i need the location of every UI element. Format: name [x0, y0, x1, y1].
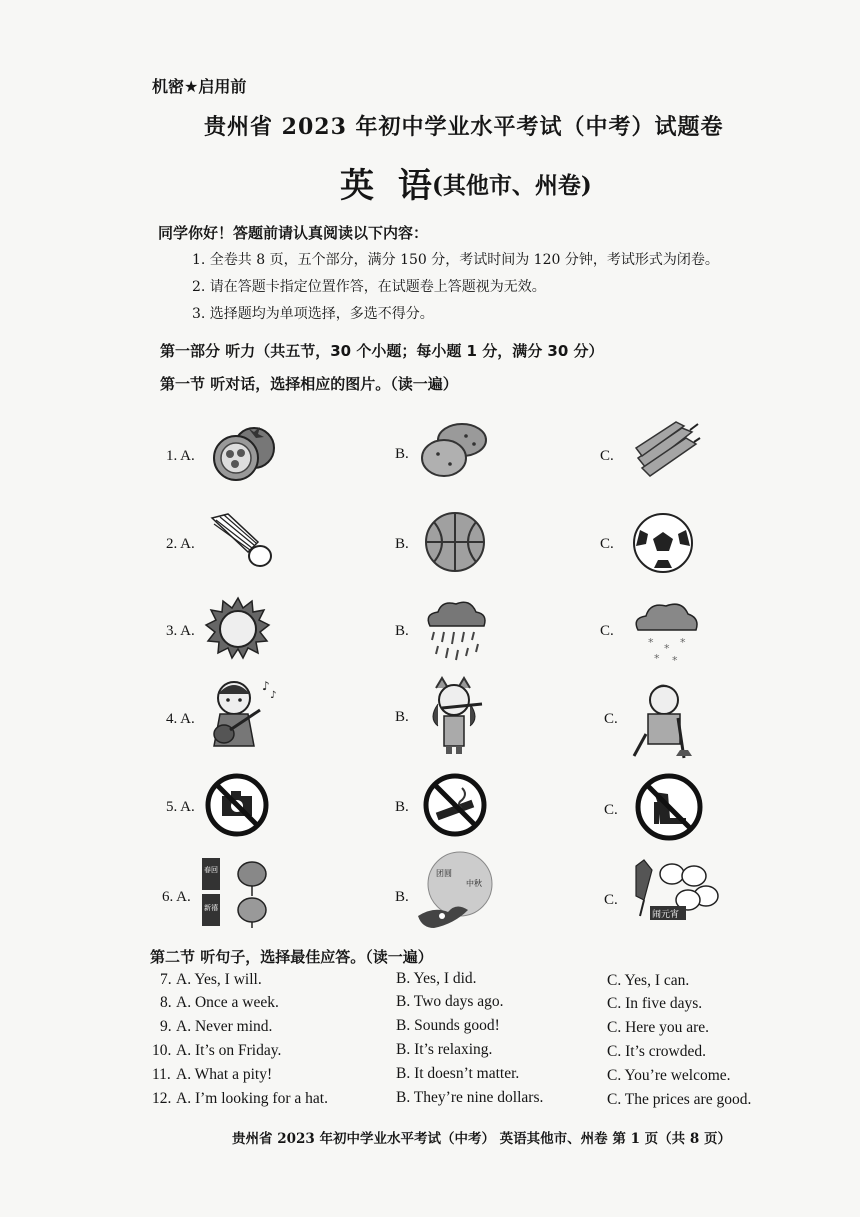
potato-icon: [418, 418, 490, 480]
mid-autumn-text-2: 中秋: [466, 879, 482, 888]
section1-heading: 第一节 听对话，选择相应的图片。（读一遍）: [160, 375, 458, 393]
page-footer: 贵州省 2023 年初中学业水平考试（中考） 英语其他市、州卷 第 1 页（共 8 页）: [232, 1131, 731, 1147]
q9-option-c: C. Here you are.: [607, 1019, 709, 1036]
q12-option-a: A. I’m looking for a hat.: [176, 1090, 328, 1107]
no-camera-icon: [204, 772, 270, 838]
q10-option-b: B. It’s relaxing.: [396, 1041, 493, 1058]
q11-number: 11.: [152, 1066, 171, 1083]
no-smoking-icon: [422, 772, 488, 838]
q7-option-b: B. Yes, I did.: [396, 970, 477, 987]
q5-label-a: 5. A.: [166, 799, 195, 815]
q8-option-b: B. Two days ago.: [396, 993, 504, 1010]
intro-greeting: 同学你好！答题前请认真阅读以下内容：: [158, 224, 429, 242]
q11-option-c: C. You’re welcome.: [607, 1067, 731, 1084]
q5-label-b: B.: [395, 799, 409, 815]
q2-label-a: 2. A.: [166, 536, 195, 552]
q6-label-c: C.: [604, 892, 618, 908]
no-high-heels-icon: [634, 772, 704, 842]
q9-option-a: A. Never mind.: [176, 1018, 273, 1035]
q9-number: 9.: [160, 1018, 172, 1035]
svg-text:*: *: [664, 642, 670, 655]
confidential-label: 机密★启用前: [152, 77, 247, 96]
q8-number: 8.: [160, 994, 172, 1011]
q1-label-a: 1. A.: [166, 448, 195, 464]
instruction-1: 1. 全卷共 8 页，五个部分，满分 150 分，考试时间为 120 分钟，考试形式为闭卷。: [192, 252, 719, 268]
q9-option-b: B. Sounds good!: [396, 1017, 500, 1034]
snow-cloud-icon: [630, 596, 702, 666]
q1-label-c: C.: [600, 448, 614, 464]
svg-text:*: *: [648, 636, 654, 649]
sun-icon: [204, 596, 272, 662]
basketball-icon: [424, 510, 486, 574]
q6-label-b: B.: [395, 889, 409, 905]
svg-text:*: *: [672, 654, 678, 666]
q6-label-a: 6. A.: [162, 889, 191, 905]
q7-option-a: A. Yes, I will.: [176, 971, 262, 988]
q12-option-b: B. They’re nine dollars.: [396, 1089, 544, 1106]
part1-heading: 第一部分 听力（共五节，30 个小题；每小题 1 分，满分 30 分）: [160, 342, 604, 360]
q8-option-a: A. Once a week.: [176, 994, 279, 1011]
q7-option-c: C. Yes, I can.: [607, 972, 690, 989]
q11-option-b: B. It doesn’t matter.: [396, 1065, 520, 1082]
shuttlecock-icon: [208, 512, 272, 572]
q5-label-c: C.: [604, 802, 618, 818]
lantern-text: 闹元宵: [652, 910, 680, 920]
subject-title: 英 语: [340, 166, 438, 206]
q7-number: 7.: [160, 971, 172, 988]
q8-option-c: C. In five days.: [607, 995, 703, 1012]
q4-label-a: 4. A.: [166, 711, 195, 727]
q2-label-b: B.: [395, 536, 409, 552]
q3-label-b: B.: [395, 623, 409, 639]
svg-text:*: *: [654, 652, 660, 665]
q10-option-c: C. It’s crowded.: [607, 1043, 707, 1060]
q12-option-c: C. The prices are good.: [607, 1091, 752, 1108]
svg-text:♪: ♪: [262, 679, 270, 693]
instruction-3: 3. 选择题均为单项选择，多选不得分。: [192, 306, 434, 322]
q4-label-b: B.: [395, 709, 409, 725]
subject-subtitle: (其他市、州卷): [432, 172, 592, 199]
couplet-text-1: 春回: [204, 866, 218, 874]
lantern-festival-icon: [630, 856, 722, 930]
q4-label-c: C.: [604, 711, 618, 727]
svg-text:♪: ♪: [270, 690, 277, 701]
exam-title: 贵州省 2023 年初中学业水平考试（中考）试题卷: [204, 114, 724, 140]
couplet-text-2: 新禧: [204, 904, 218, 912]
carrot-icon: [632, 418, 702, 480]
svg-text:*: *: [680, 636, 686, 649]
q3-label-c: C.: [600, 623, 614, 639]
mid-autumn-icon: [414, 850, 500, 934]
q2-label-c: C.: [600, 536, 614, 552]
q12-number: 12.: [152, 1090, 172, 1107]
rain-cloud-icon: [420, 596, 490, 666]
q10-option-a: A. It’s on Friday.: [176, 1042, 282, 1059]
soccer-ball-icon: [632, 512, 694, 574]
q3-label-a: 3. A.: [166, 623, 195, 639]
girl-guitar-icon: [204, 676, 280, 756]
q11-option-a: A. What a pity!: [176, 1066, 273, 1083]
tomato-icon: [208, 420, 280, 484]
q10-number: 10.: [152, 1042, 172, 1059]
q1-label-b: B.: [395, 446, 409, 462]
instruction-2: 2. 请在答题卡指定位置作答，在试题卷上答题视为无效。: [192, 279, 546, 295]
section2-heading: 第二节 听句子，选择最佳应答。（读一遍）: [150, 948, 433, 966]
spring-festival-icon: [202, 856, 278, 928]
boy-sweeping-icon: [632, 674, 704, 760]
girl-flute-icon: [424, 674, 494, 758]
mid-autumn-text-1: 团圆: [436, 869, 452, 878]
